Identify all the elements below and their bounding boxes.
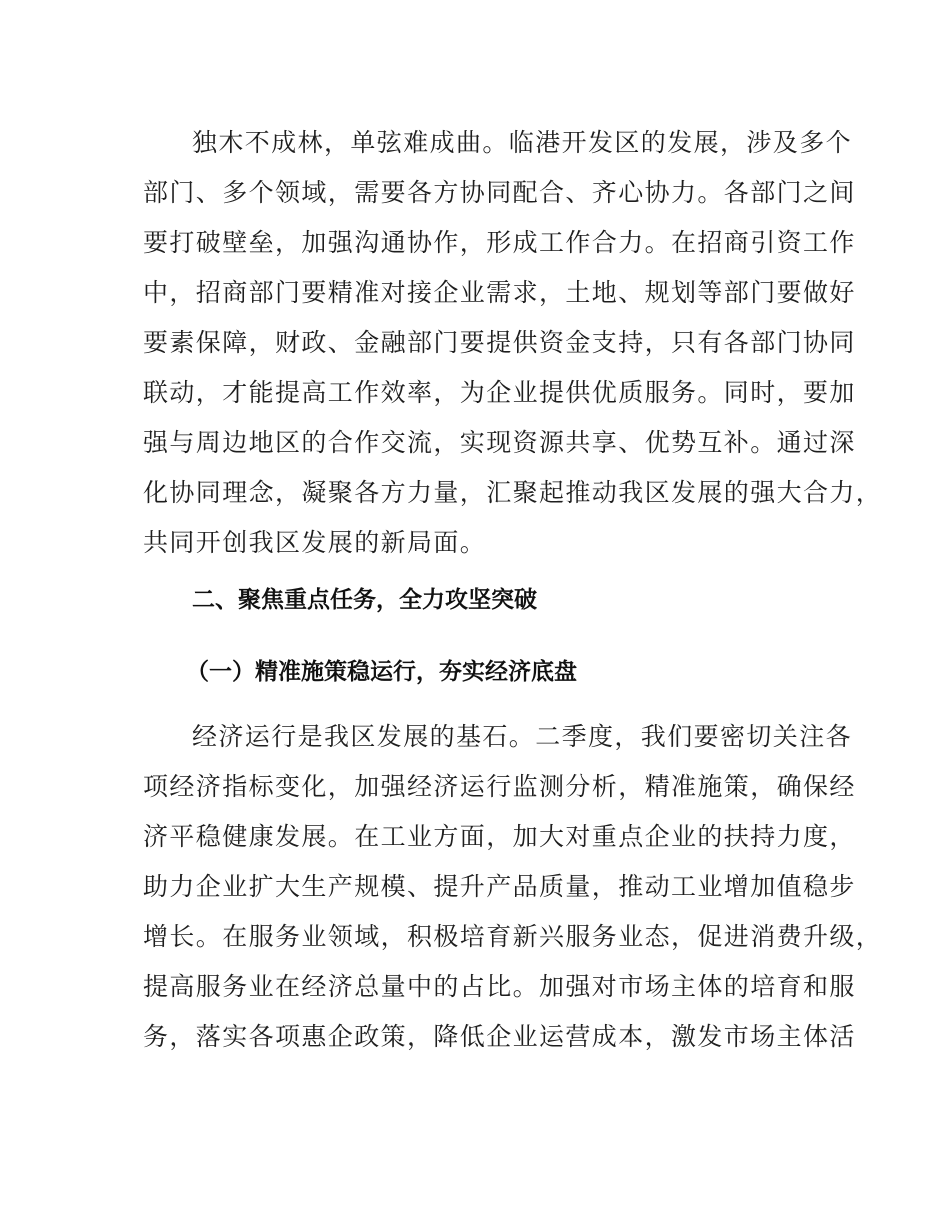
paragraph-line: 经济运行是我区发展的基石。二季度，我们要密切关注各	[192, 722, 853, 751]
subsection-heading: （一）精准施策稳运行，夯实经济底盘	[186, 659, 577, 685]
paragraph-line: 化协同理念，凝聚各方力量，汇聚起推动我区发展的强大合力，	[143, 478, 883, 507]
paragraph-line: 强与周边地区的合作交流，实现资源共享、优势互补。通过深	[143, 428, 856, 457]
paragraph-line: 要素保障，财政、金融部门要提供资金支持，只有各部门协同	[143, 328, 856, 357]
paragraph-line: 中，招商部门要精准对接企业需求，土地、规划等部门要做好	[143, 278, 856, 307]
paragraph-line: 济平稳健康发展。在工业方面，加大对重点企业的扶持力度，	[143, 822, 856, 851]
paragraph-line: 增长。在服务业领域，积极培育新兴服务业态，促进消费升级，	[143, 922, 883, 951]
paragraph-line: 要打破壁垒，加强沟通协作，形成工作合力。在招商引资工作	[143, 228, 856, 257]
paragraph-line: 务，落实各项惠企政策，降低企业运营成本，激发市场主体活	[143, 1022, 856, 1051]
paragraph-line: 独木不成林，单弦难成曲。临港开发区的发展，涉及多个	[192, 128, 853, 157]
paragraph-line: 助力企业扩大生产规模、提升产品质量，推动工业增加值稳步	[143, 872, 856, 901]
section-heading: 二、聚焦重点任务，全力攻坚突破	[192, 587, 537, 613]
paragraph-line: 部门、多个领域，需要各方协同配合、齐心协力。各部门之间	[143, 178, 856, 207]
paragraph-line: 提高服务业在经济总量中的占比。加强对市场主体的培育和服	[143, 972, 856, 1001]
paragraph-line: 项经济指标变化，加强经济运行监测分析，精准施策，确保经	[143, 772, 856, 801]
paragraph-line: 共同开创我区发展的新局面。	[143, 528, 487, 557]
paragraph-line: 联动，才能提高工作效率，为企业提供优质服务。同时，要加	[143, 378, 856, 407]
